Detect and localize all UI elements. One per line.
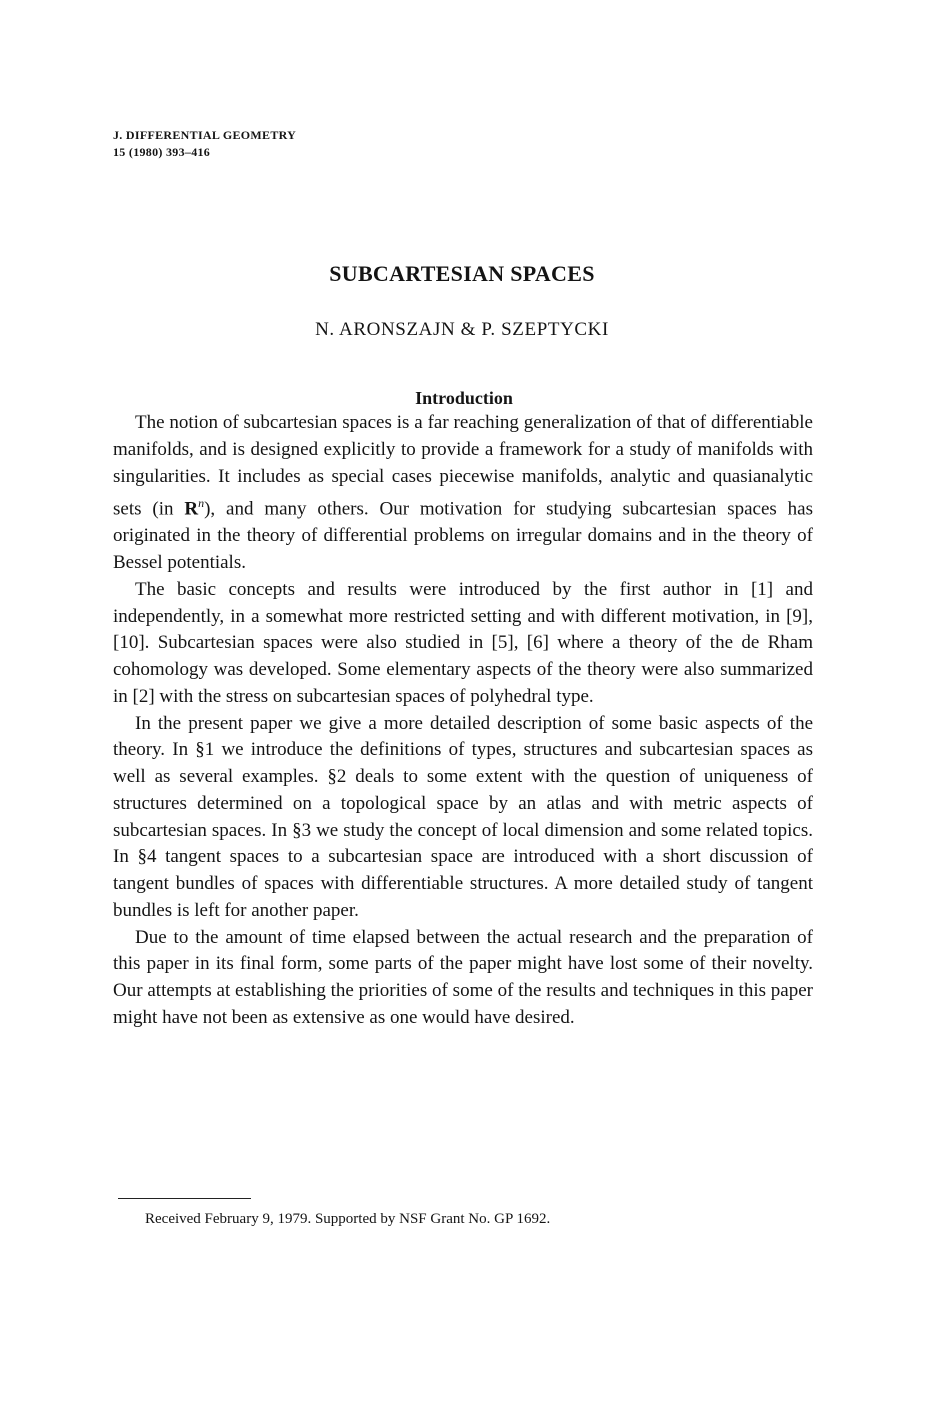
paragraph-1-text: The notion of subcartesian spaces is a far reaching generalization of that of differentiable manifolds, and is designed explicitly to provide a framework for a study of manifolds with singularities. It includes as special cases piecewise manifolds, analytic and quasianalytic sets (in: [113, 412, 813, 520]
paragraph-1-text-cont: ), and many others. Our motivation for studying subcartesian spaces has originated in the theory of differential problems on irregular domains and in the theory of Bessel potentials.: [113, 498, 813, 574]
paragraph-4: Due to the amount of time elapsed between the actual research and the preparation of this paper in its final form, some parts of the paper might have lost some of their novelty. Our attempts at establishing the priorities of some of the results and techniques in this paper might have not been as extensive as one would have desired.: [113, 926, 813, 1028]
introduction-body: [113, 410, 813, 1032]
journal-volume: 15 (1980) 393–416: [113, 145, 211, 159]
footnote-divider: [118, 1198, 251, 1199]
section-heading-introduction: Introduction: [415, 388, 513, 408]
math-symbol-R: R: [184, 498, 199, 520]
journal-header: [113, 127, 296, 161]
footnote-received: Received February 9, 1979. Supported by NSF Grant No. GP 1692.: [145, 1211, 551, 1227]
math-exponent-n: n: [198, 496, 205, 511]
journal-name: J. DIFFERENTIAL GEOMETRY: [113, 128, 297, 142]
paragraph-1: [113, 410, 813, 577]
paragraph-2: The basic concepts and results were introduced by the first author in [1] and independently, in a somewhat more restricted setting and with different motivation, in [9], [10]. Subcartesian spaces were also studied in [5], [6] where a theory of the de Rham cohomology was developed. Some elementary aspects of the theory were also summarized in [2] with the stress on subcartesian spaces of polyhedral type.: [113, 578, 813, 707]
paper-authors: N. ARONSZAJN & P. SZEPTYCKI: [315, 319, 609, 340]
paper-title: SUBCARTESIAN SPACES: [329, 261, 595, 286]
paragraph-3: In the present paper we give a more detailed description of some basic aspects of the theory. In §1 we introduce the definitions of types, structures and subcartesian spaces as well as several examples. §2 deals to some extent with the question of uniqueness of structures determined on a topological space by an atlas and with metric aspects of subcartesian spaces. In §3 we study the concept of local dimension and some related topics. In §4 tangent spaces to a subcartesian space are introduced with a short discussion of tangent bundles of spaces with differentiable structures. A more detailed study of tangent bundles is left for another paper.: [113, 712, 813, 921]
